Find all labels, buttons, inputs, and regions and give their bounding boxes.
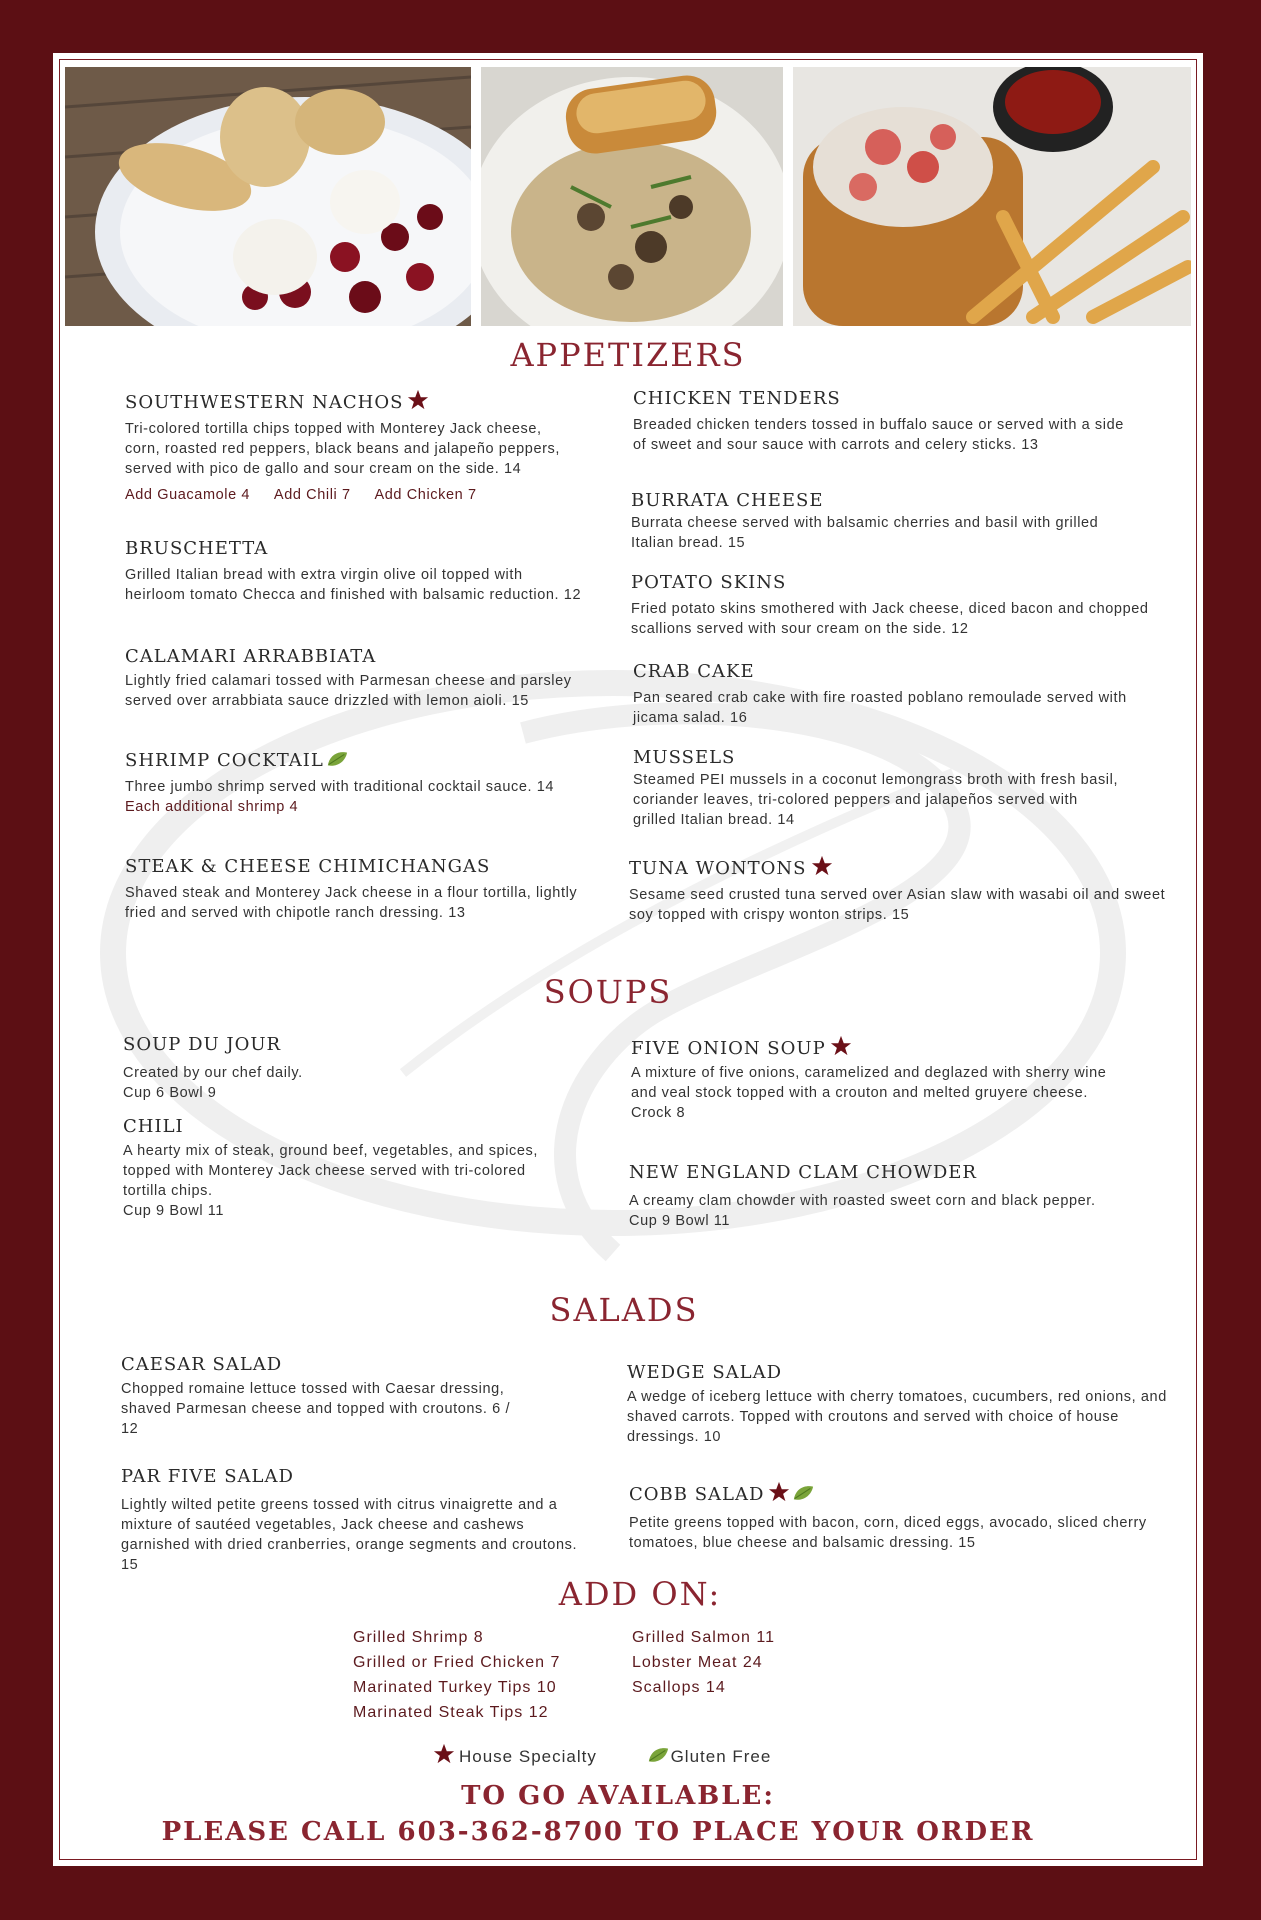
menu-page [53,53,1203,1866]
legend-label: Gluten Free [670,1747,772,1766]
add-on-item: Lobster Meat 24 [632,1654,763,1671]
menu-item-burrata-cheese [631,489,1131,553]
item-description: Burrata cheese served with balsamic cherries and basil with grilled Italian bread. 15 [631,515,1099,551]
photo-lobster-roll [793,67,1191,326]
legend-label: House Specialty [459,1747,597,1766]
menu-item-soup-du-jour [123,1033,573,1103]
add-on-item: Grilled or Fried Chicken 7 [353,1654,561,1671]
item-description: Lightly fried calamari tossed with Parmesan cheese and parsley served over arrabbiata sauce drizzled with lemon aioli. 15 [125,673,572,709]
item-description: Breaded chicken tenders tossed in buffalo sauce or served with a side of sweet and sour sauce with carrots and celery sticks. 13 [633,417,1124,453]
item-name: PAR FIVE SALAD [121,1466,294,1487]
legend-gluten-free [647,1746,772,1767]
item-name: MUSSELS [633,747,736,768]
leaf-icon [326,750,348,768]
item-name: CHILI [123,1116,184,1137]
menu-item-clam-chowder [629,1161,1189,1231]
item-description: Created by our chef daily. [123,1065,303,1081]
item-name: CRAB CAKE [633,661,755,682]
legend [433,1743,815,1767]
add-on-title: ADD ON: [558,1575,722,1613]
item-name: BURRATA CHEESE [631,490,824,511]
add-on-list-left [353,1625,560,1725]
menu-item-steak-cheese-chimichangas [125,855,605,923]
item-name: FIVE ONION SOUP [631,1038,826,1059]
add-on-item: Scallops 14 [632,1679,726,1696]
item-description: Three jumbo shrimp served with traditional cocktail sauce. 14 [125,779,555,795]
item-description: Sesame seed crusted tuna served over Asian slaw with wasabi oil and sweet soy topped with crispy wonton strips. 15 [629,887,1166,923]
add-on-item: Grilled Salmon 11 [632,1629,775,1646]
star-icon [811,855,833,877]
menu-item-cobb-salad [629,1481,1169,1553]
menu-item-crab-cake [633,660,1133,728]
appetizers-title: APPETIZERS [510,336,746,374]
item-description: Lightly wilted petite greens tossed with citrus vinaigrette and a mixture of sautéed vegetables, Jack cheese and cashews garnished with dried cranberries, orange segments and croutons. 15 [121,1497,578,1573]
extra-guacamole: Add Guacamole 4 [125,487,251,503]
item-price: Cup 9 Bowl 11 [629,1213,731,1229]
add-on-item: Grilled Shrimp 8 [353,1629,484,1646]
item-price: Crock 8 [631,1105,686,1121]
item-description: Shaved steak and Monterey Jack cheese in a flour tortilla, lightly fried and served with chipotle ranch dressing. 13 [125,885,578,921]
menu-item-tuna-wontons [629,855,1169,925]
item-description: Petite greens topped with bacon, corn, diced eggs, avocado, sliced cherry tomatoes, blue cheese and balsamic dressing. 15 [629,1515,1147,1551]
photo-burrata [65,67,471,326]
item-description: Fried potato skins smothered with Jack cheese, diced bacon and chopped scallions served with sour cream on the side. 12 [631,601,1149,637]
soups-title: SOUPS [543,973,673,1011]
menu-item-bruschetta [125,537,585,605]
item-description: A mixture of five onions, caramelized and deglazed with sherry wine and veal stock topped with a crouton and melted gruyere cheese. [631,1065,1107,1101]
item-description: A hearty mix of steak, ground beef, vegetables, and spices, topped with Monterey Jack cheese served with tri-colored tortilla chips. [123,1143,539,1199]
item-name: BRUSCHETTA [125,538,269,559]
leaf-icon [792,1484,814,1502]
menu-item-five-onion-soup [631,1035,1131,1123]
item-description: Chopped romaine lettuce tossed with Caesar dressing, shaved Parmesan cheese and topped with croutons. 6 / 12 [121,1381,511,1437]
item-description: Steamed PEI mussels in a coconut lemongrass broth with fresh basil, coriander leaves, tri-colored peppers and jalapeños served with grilled Italian bread. 14 [633,772,1119,828]
menu-item-mussels [633,746,1123,830]
item-name: NEW ENGLAND CLAM CHOWDER [629,1162,977,1183]
item-name: TUNA WONTONS [629,858,807,879]
menu-item-calamari-arrabbiata [125,645,585,711]
menu-item-par-five-salad [121,1465,591,1575]
item-name: POTATO SKINS [631,572,787,593]
add-on-item: Marinated Turkey Tips 10 [353,1679,557,1696]
extra-chicken: Add Chicken 7 [374,487,477,503]
star-icon [768,1481,790,1503]
to-go-phone-line: PLEASE CALL 603-362-8700 TO PLACE YOUR ORDER [161,1817,1035,1847]
star-icon [407,389,429,411]
item-description: Grilled Italian bread with extra virgin olive oil topped with heirloom tomato Checca and finished with balsamic reduction. 12 [125,567,582,603]
add-on-list-right [632,1625,775,1700]
star-icon [433,1743,455,1765]
star-icon [830,1035,852,1057]
item-description: A creamy clam chowder with roasted sweet corn and black pepper. [629,1193,1096,1209]
leaf-icon [647,1746,669,1764]
item-name: SOUTHWESTERN NACHOS [125,392,404,413]
photo-pasta [481,67,783,326]
menu-item-shrimp-cocktail [125,749,565,817]
menu-item-chili [123,1115,553,1221]
menu-item-wedge-salad [627,1361,1167,1447]
item-name: COBB SALAD [629,1484,765,1505]
salads-title: SALADS [549,1291,699,1329]
to-go-heading: TO GO AVAILABLE: [461,1781,775,1811]
item-name: CALAMARI ARRABBIATA [125,646,377,667]
item-name: STEAK & CHEESE CHIMICHANGAS [125,856,491,877]
item-name: WEDGE SALAD [627,1362,783,1383]
extra-chili: Add Chili 7 [273,487,351,503]
item-name: SHRIMP COCKTAIL [125,750,324,771]
item-description: Tri-colored tortilla chips topped with Monterey Jack cheese, corn, roasted red peppers, black beans and jalapeño peppers, served with pico de gallo and sour cream on the side. 14 [125,421,561,477]
legend-house-specialty [433,1743,597,1767]
item-name: CAESAR SALAD [121,1354,283,1375]
item-extra: Each additional shrimp 4 [125,799,299,815]
menu-item-southwestern-nachos [125,389,575,505]
menu-item-chicken-tenders [633,387,1133,455]
menu-item-caesar-salad [121,1353,521,1439]
item-price: Cup 9 Bowl 11 [123,1203,225,1219]
menu-item-potato-skins [631,571,1151,639]
add-on-item: Marinated Steak Tips 12 [353,1704,549,1721]
item-price: Cup 6 Bowl 9 [123,1085,217,1101]
item-name: SOUP DU JOUR [123,1034,282,1055]
item-description: A wedge of iceberg lettuce with cherry tomatoes, cucumbers, red onions, and shaved carrots. Topped with croutons and served with choice of house dressings. 10 [627,1389,1167,1445]
item-extras [125,485,575,505]
item-name: CHICKEN TENDERS [633,388,841,409]
item-description: Pan seared crab cake with fire roasted poblano remoulade served with jicama salad. 16 [633,690,1127,726]
